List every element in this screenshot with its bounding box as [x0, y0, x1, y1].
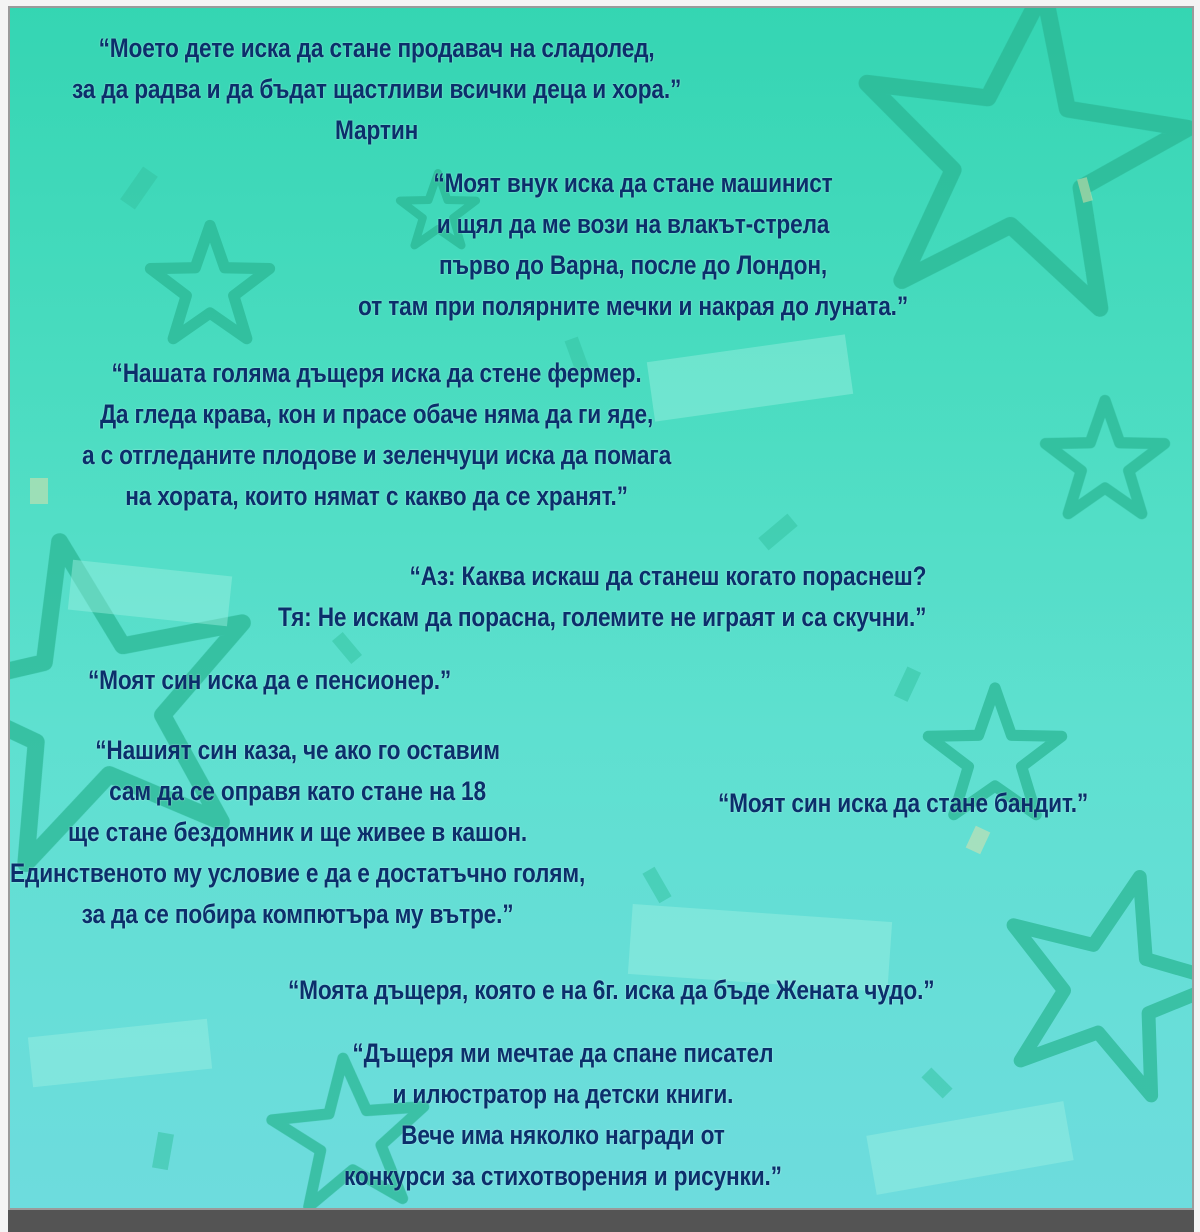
- quote-line: от там при полярните мечки и накрая до луната.”: [358, 291, 909, 321]
- quote-line: ще стане бездомник и ще живее в кашон.: [68, 817, 528, 847]
- quote-line: Единственото му условие е да е достатъчно голям,: [10, 858, 586, 888]
- quote-line: за да радва и да бъдат щастливи всички деца и хора.”: [72, 74, 682, 104]
- quote-pensioner: [88, 660, 451, 701]
- quote-martin: [72, 28, 681, 151]
- bottom-bar: [8, 1210, 1194, 1232]
- quote-dialogue: [278, 556, 926, 638]
- quote-line: Тя: Не искам да порасна, големите не играят и са скучни.”: [278, 602, 927, 632]
- quote-line: “Моят внук иска да стане машинист: [433, 168, 833, 198]
- quote-line: сам да се оправя като стане на 18: [109, 776, 486, 806]
- quote-line: и илюстратор на детски книги.: [392, 1079, 734, 1109]
- quote-writer-daughter: [344, 1033, 782, 1197]
- quote-bandit: [718, 783, 1088, 824]
- quote-farmer-daughter: [82, 353, 671, 517]
- quote-wonder-woman: [288, 970, 934, 1011]
- quote-author: Мартин: [335, 115, 419, 145]
- quote-line: на хората, които нямат с какво да се хранят.”: [125, 481, 628, 511]
- quote-line: и щял да ме вози на влакът-стрела: [436, 209, 830, 239]
- quote-homeless-son: [10, 730, 585, 935]
- quote-line: за да се побира компютъра му вътре.”: [81, 899, 514, 929]
- quote-grandson: [358, 163, 908, 327]
- quote-line: “Моята дъщеря, която е на 6г. иска да бъде Жената чудо.”: [288, 975, 935, 1005]
- quote-line: “Моят син иска да стане бандит.”: [718, 788, 1089, 818]
- quote-line: “Аз: Каква искаш да станеш когато пораснеш?: [409, 561, 927, 591]
- quote-line: “Нашият син каза, че ако го оставим: [95, 735, 500, 765]
- quote-line: “Моето дете иска да стане продавач на сладолед,: [98, 33, 655, 63]
- quote-line: а с отгледаните плодове и зеленчуци иска да помага: [82, 440, 672, 470]
- quote-line: първо до Варна, после до Лондон,: [439, 250, 827, 280]
- quote-line: Да гледа крава, кон и прасе обаче няма да ги яде,: [99, 399, 654, 429]
- quote-line: “Дъщеря ми мечтае да спане писател: [352, 1038, 774, 1068]
- quote-line: конкурси за стихотворения и рисунки.”: [344, 1161, 782, 1191]
- quote-line: “Нашата голяма дъщеря иска да стене фермер.: [111, 358, 642, 388]
- quote-line: “Моят син иска да е пенсионер.”: [88, 665, 452, 695]
- quote-line: Вече има няколко награди от: [401, 1120, 725, 1150]
- quotes-poster: [8, 6, 1194, 1210]
